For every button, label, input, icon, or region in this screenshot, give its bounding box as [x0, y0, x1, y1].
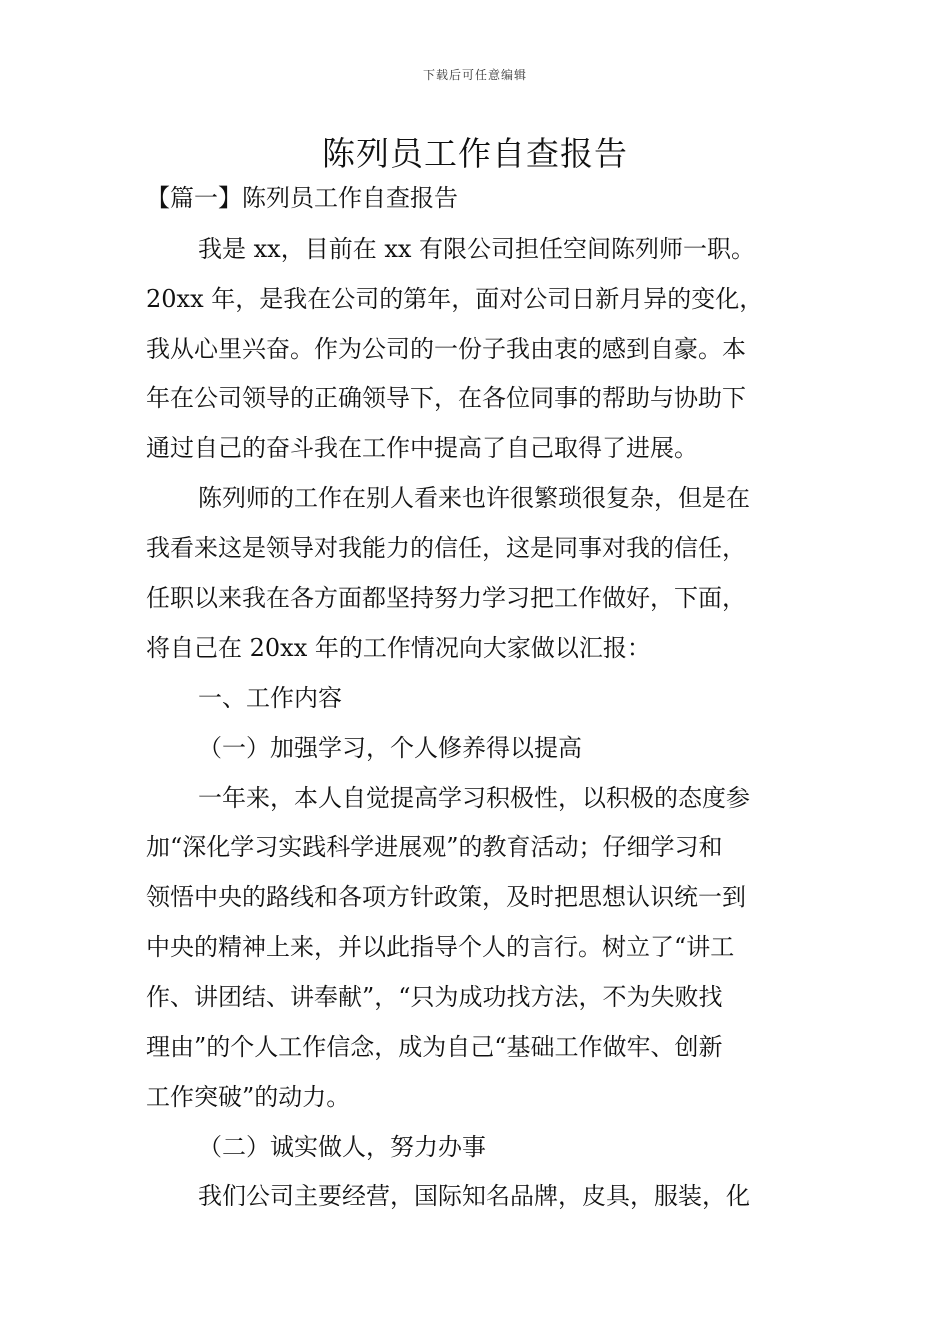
- paragraph-line: 任职以来我在各方面都坚持努力学习把工作做好，下面，: [146, 584, 746, 612]
- paragraph-line: 领悟中央的路线和各项方针政策，及时把思想认识统一到: [146, 883, 746, 911]
- paragraph-line: 将自己在 20xx 年的工作情况向大家做以汇报：: [146, 634, 651, 662]
- subheading: 一、工作内容: [198, 684, 342, 712]
- paragraph-line: 年在公司领导的正确领导下，在各位同事的帮助与协助下: [146, 384, 746, 412]
- paragraph-line: 陈列师的工作在别人看来也许很繁琐很复杂，但是在: [198, 484, 750, 512]
- section-heading: 【篇一】陈列员工作自查报告: [146, 184, 458, 212]
- paragraph-line: 我从心里兴奋。作为公司的一份子我由衷的感到自豪。本: [146, 335, 746, 363]
- paragraph-line: 20xx 年，是我在公司的第年，面对公司日新月异的变化，: [146, 285, 764, 313]
- paragraph-line: 工作突破”的动力。: [146, 1083, 351, 1111]
- paragraph-line: 作、讲团结、讲奉献”，“只为成功找方法，不为失败找: [146, 983, 723, 1011]
- paragraph-line: 一年来，本人自觉提高学习积极性，以积极的态度参: [198, 784, 750, 812]
- document-title: 陈列员工作自查报告: [322, 134, 628, 173]
- paragraph-line: 我们公司主要经营，国际知名品牌，皮具，服装，化: [198, 1182, 750, 1210]
- paragraph-line: 我看来这是领导对我能力的信任，这是同事对我的信任，: [146, 534, 746, 562]
- paragraph-line: 加“深化学习实践科学进展观”的教育活动；仔细学习和: [146, 833, 723, 861]
- paragraph-line: 中央的精神上来，并以此指导个人的言行。树立了“讲工: [146, 933, 735, 961]
- paragraph-line: 我是 xx，目前在 xx 有限公司担任空间陈列师一职。: [198, 235, 756, 263]
- header-note: 下载后可任意编辑: [422, 68, 527, 82]
- paragraph-line: 通过自己的奋斗我在工作中提高了自己取得了进展。: [146, 434, 698, 462]
- subheading: （一）加强学习，个人修养得以提高: [198, 734, 582, 762]
- subheading: （二）诚实做人，努力办事: [198, 1133, 486, 1161]
- paragraph-line: 理由”的个人工作信念，成为自己“基础工作做牢、创新: [146, 1033, 723, 1061]
